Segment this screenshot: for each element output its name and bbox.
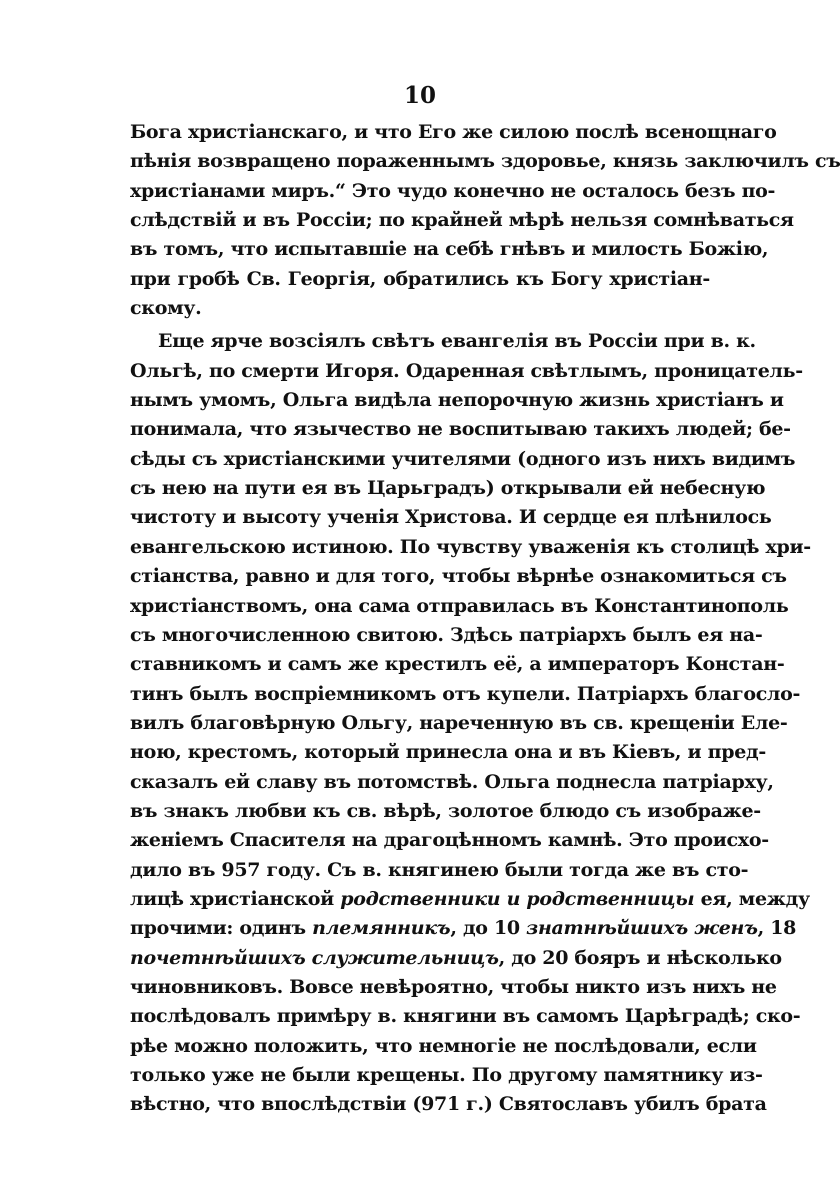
italic-run: знатнѣйшихъ женъ — [526, 917, 758, 940]
text-line: скому. — [130, 297, 202, 320]
text-line-mixed — [130, 885, 810, 914]
italic-run: родственники и родственницы — [340, 887, 695, 910]
italic-run: почетнѣйшихъ служительницъ — [130, 946, 499, 969]
text-line: женіемъ Спасителя на драгоцѣнномъ камнѣ. Это происхо- — [130, 829, 769, 852]
text-line: рѣе можно положить, что немногіе не послѣдовали, если — [130, 1034, 757, 1057]
text-line-mixed — [130, 944, 782, 973]
text-line-mixed — [130, 914, 797, 943]
text-line: въ томъ, что испытавшіе на себѣ гнѣвъ и милость Божію, — [130, 238, 769, 261]
text-line: Бога христіанскаго, и что Его же силою послѣ всенощнаго — [130, 121, 777, 143]
text-line: Еще ярче возсіялъ свѣтъ евангелія въ Россіи при в. к. — [158, 330, 756, 353]
text-line: нымъ умомъ, Ольга видѣла непорочную жизнь христіанъ и — [130, 389, 784, 412]
text-line: чистоту и высоту ученія Христова. И сердце ея плѣнилось — [130, 506, 772, 529]
text-line: сказалъ ей славу въ потомствѣ. Ольга поднесла патріарху, — [130, 770, 774, 793]
text-line: дило въ 957 году. Съ в. княгинею были тогда же въ сто- — [130, 858, 749, 881]
text-line: вѣстно, что впослѣдствіи (971 г.) Святославъ убилъ брата — [130, 1093, 767, 1116]
text-line: тинъ былъ воспріемникомъ отъ купели. Патріархъ благосло- — [130, 682, 801, 705]
text-line: съ нею на пути ея въ Царьградъ) открывали ей небесную — [130, 477, 766, 500]
text-line: съ многочисленною свитою. Здѣсь патріархъ былъ ея на- — [130, 623, 763, 646]
paragraph — [130, 118, 840, 323]
text-run: лицѣ христіанской — [130, 887, 341, 910]
text-line: христіанами миръ.“ Это чудо конечно не осталось безъ по- — [130, 179, 776, 202]
text-line: евангельскою истиною. По чувству уваженія къ столицѣ хри- — [130, 535, 811, 558]
text-line: при гробѣ Св. Георгія, обратились къ Богу христіан- — [130, 267, 710, 290]
text-line: чиновниковъ. Вовсе невѣроятно, чтобы никто изъ нихъ не — [130, 975, 777, 998]
text-line: понимала, что язычество не воспитываю такихъ людей; бе- — [130, 418, 791, 441]
text-run: , до 10 — [450, 917, 527, 940]
text-run: ея, между — [694, 887, 810, 910]
text-run: прочими: одинъ — [130, 917, 313, 940]
text-line: стіанства, равно и для того, чтобы вѣрнѣе ознакомиться съ — [130, 565, 787, 588]
paragraph — [130, 327, 811, 1119]
text-line: Ольгѣ, по смерти Игоря. Одаренная свѣтлымъ, проницатель- — [130, 359, 803, 382]
body-text — [130, 118, 840, 1120]
italic-run: племянникъ — [312, 917, 451, 940]
text-line: вилъ благовѣрную Ольгу, нареченную въ св. крещеніи Еле- — [130, 711, 788, 734]
text-line: ною, крестомъ, который принесла она и въ Кіевъ, и пред- — [130, 741, 766, 764]
page-number: 10 — [403, 82, 436, 109]
text-run: , 18 — [757, 917, 797, 940]
text-line: ставникомъ и самъ же крестилъ её, а императоръ Констан- — [130, 653, 785, 676]
text-line: пѣнія возвращено пораженнымъ здоровье, князь заключилъ съ — [130, 150, 840, 173]
text-line: сѣды съ христіанскими учителями (одного изъ нихъ видимъ — [130, 447, 796, 470]
text-line: христіанствомъ, она сама отправилась въ Константинополь — [130, 594, 789, 617]
text-line: послѣдовалъ примѣру в. княгини въ самомъ Царѣградѣ; ско- — [130, 1005, 801, 1028]
text-line: слѣдствій и въ Россіи; по крайней мѣрѣ нельзя сомнѣваться — [130, 209, 794, 232]
text-run: , до 20 бояръ и нѣсколько — [498, 946, 782, 969]
text-line: въ знакъ любви къ св. вѣрѣ, золотое блюдо съ изображе- — [130, 799, 761, 822]
text-line: только уже не были крещены. По другому памятнику из- — [130, 1064, 763, 1086]
